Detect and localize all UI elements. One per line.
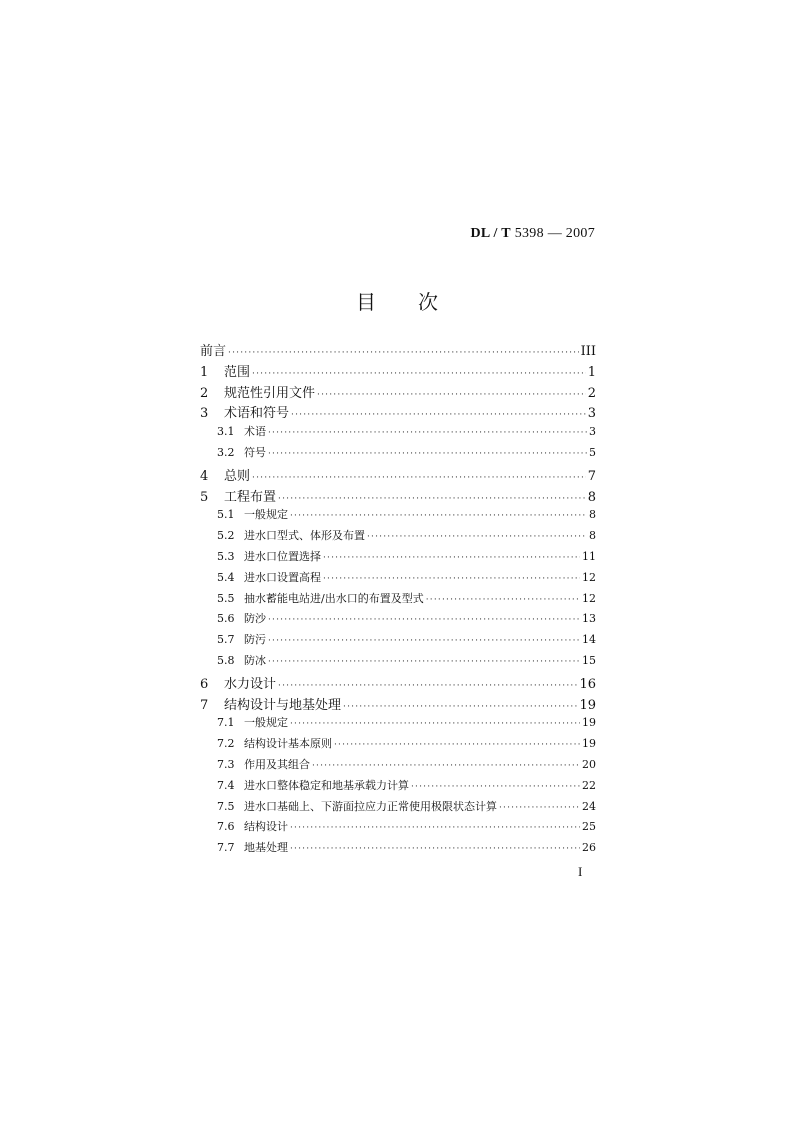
toc-entry-page: 19: [579, 697, 596, 713]
toc-entry-number: 5.4: [217, 570, 235, 584]
toc-entry-label: 水力设计: [224, 676, 277, 692]
toc-entry-label: 防冰: [244, 653, 266, 667]
toc-entry-page: 25: [582, 820, 596, 834]
toc-entry[interactable]: [200, 590, 596, 611]
toc-entry-label: 防污: [244, 633, 266, 647]
toc-entry-label: 作用及其组合: [244, 757, 310, 771]
toc-entry-page: 2: [587, 385, 596, 401]
toc-entry-page: 8: [589, 529, 596, 543]
document-code-number: 5398 — 2007: [510, 226, 595, 241]
toc-entry-number: 7.1: [217, 716, 235, 730]
toc-entry-number: 5.6: [217, 612, 235, 626]
dot-leader: [278, 681, 577, 691]
page-number: I: [578, 864, 583, 879]
dot-leader: [252, 369, 586, 379]
toc-entry[interactable]: [200, 673, 596, 694]
toc-entry-page: 3: [589, 425, 596, 439]
toc-entry-label: 术语和符号: [224, 406, 290, 422]
toc-entry-label: 一般规定: [244, 508, 288, 522]
dot-leader: [268, 428, 587, 438]
dot-leader: [334, 740, 580, 750]
toc-entry-page: 1: [587, 364, 596, 380]
toc-entry-page: 22: [582, 778, 596, 792]
toc-entry[interactable]: [200, 506, 596, 527]
toc-entry-page: 19: [582, 737, 596, 751]
toc-entry-label: 进水口整体稳定和地基承载力计算: [244, 778, 409, 792]
toc-entry-page: 11: [582, 549, 596, 563]
dot-leader: [290, 823, 580, 833]
toc-entry-number: 7.3: [217, 757, 235, 771]
toc-entry-number: 5.5: [217, 591, 235, 605]
toc-entry-label: 一般规定: [244, 716, 288, 730]
toc-entry-number: 5: [200, 489, 209, 505]
toc-entry-number: 7.4: [217, 778, 235, 792]
toc-entry-number: 3.2: [217, 445, 235, 459]
dot-leader: [323, 553, 580, 563]
toc-entry-number: 7.5: [217, 799, 235, 813]
toc-entry-label: 符号: [244, 445, 266, 459]
toc-entry[interactable]: [200, 777, 596, 798]
dot-leader: [290, 511, 587, 521]
toc-entry[interactable]: [200, 340, 596, 361]
dot-leader: [290, 844, 580, 854]
dot-leader: [278, 494, 586, 504]
toc-entry-label: 进水口位置选择: [244, 549, 321, 563]
toc-entry-page: 8: [587, 489, 596, 505]
toc-entry[interactable]: [200, 694, 596, 715]
toc-entry-label: 总则: [224, 468, 251, 484]
toc-entry-number: 5.3: [217, 549, 235, 563]
toc-entry-number: 7: [200, 697, 209, 713]
toc-entry-label: 结构设计: [244, 820, 288, 834]
toc-entry[interactable]: [200, 631, 596, 652]
toc-entry-label: 结构设计基本原则: [244, 737, 332, 751]
toc-entry[interactable]: [200, 548, 596, 569]
dot-leader: [426, 595, 580, 605]
toc-entry-number: 5.7: [217, 633, 235, 647]
toc-entry-number: 3: [200, 406, 209, 422]
dot-leader: [268, 657, 580, 667]
dot-leader: [343, 702, 577, 712]
toc-entry-number: 7.2: [217, 737, 235, 751]
dot-leader: [291, 410, 586, 420]
toc-entry-label: 进水口设置高程: [244, 570, 321, 584]
toc-entry[interactable]: [200, 361, 596, 382]
toc-entry[interactable]: [200, 798, 596, 819]
toc-entry-page: III: [580, 344, 596, 359]
toc-entry-number: 5.1: [217, 508, 235, 522]
toc-entry-label: 进水口基础上、下游面拉应力正常使用极限状态计算: [244, 799, 497, 813]
toc-entry-page: 15: [582, 653, 596, 667]
toc-entry-label: 术语: [244, 425, 266, 439]
dot-leader: [290, 719, 580, 729]
toc-entry[interactable]: [200, 527, 596, 548]
toc-entry-number: 1: [200, 364, 209, 380]
toc-entry[interactable]: [200, 569, 596, 590]
dot-leader: [268, 615, 580, 625]
toc-entry[interactable]: [200, 652, 596, 673]
toc-entry-label: 抽水蓄能电站进/出水口的布置及型式: [244, 591, 424, 605]
toc-entry[interactable]: [200, 735, 596, 756]
dot-leader: [252, 473, 586, 483]
toc-entry-label: 前言: [200, 344, 227, 359]
toc-entry-page: 14: [582, 633, 596, 647]
toc-entry[interactable]: [200, 423, 596, 444]
toc-entry-label: 进水口型式、体形及布置: [244, 529, 365, 543]
toc-entry-number: 4: [200, 468, 209, 484]
toc-entry[interactable]: [200, 486, 596, 507]
toc-entry-page: 16: [579, 676, 596, 692]
toc-title: 目次: [356, 290, 480, 314]
dot-leader: [312, 761, 580, 771]
dot-leader: [323, 574, 580, 584]
toc-entry-label: 结构设计与地基处理: [224, 697, 342, 713]
document-code: [470, 226, 595, 242]
dot-leader: [367, 532, 587, 542]
toc-entry-page: 12: [582, 570, 596, 584]
dot-leader: [317, 390, 586, 400]
toc-entry-page: 5: [589, 445, 596, 459]
toc-entry-number: 7.7: [217, 841, 235, 855]
toc-entry[interactable]: [200, 714, 596, 735]
toc-entry[interactable]: [200, 610, 596, 631]
dot-leader: [411, 782, 580, 792]
toc-entry[interactable]: [200, 818, 596, 839]
toc-entry-page: 8: [589, 508, 596, 522]
toc-entry-number: 7.6: [217, 820, 235, 834]
toc-entry-label: 工程布置: [224, 489, 277, 505]
toc-entry-label: 范围: [224, 364, 251, 380]
toc-entry-page: 13: [582, 612, 596, 626]
toc-entry-page: 26: [582, 841, 596, 855]
dot-leader: [228, 348, 579, 358]
toc-entry-number: 2: [200, 385, 209, 401]
toc-entry-page: 7: [587, 468, 596, 484]
toc-entry[interactable]: [200, 402, 596, 423]
toc-entry[interactable]: [200, 382, 596, 403]
toc-entry[interactable]: [200, 465, 596, 486]
dot-leader: [499, 803, 580, 813]
dot-leader: [268, 636, 580, 646]
document-code-prefix: DL / T: [470, 226, 511, 241]
toc-entry-page: 12: [582, 591, 596, 605]
toc-entry-number: 6: [200, 676, 209, 692]
toc-entry-label: 规范性引用文件: [224, 385, 316, 401]
toc-entry-page: 20: [582, 757, 596, 771]
toc-entry-label: 地基处理: [244, 841, 288, 855]
table-of-contents: [200, 340, 596, 860]
toc-entry[interactable]: [200, 839, 596, 860]
toc-entry-page: 19: [582, 716, 596, 730]
dot-leader: [268, 449, 587, 459]
toc-entry-number: 3.1: [217, 425, 235, 439]
toc-entry-number: 5.8: [217, 653, 235, 667]
toc-entry-label: 防沙: [244, 612, 266, 626]
toc-entry[interactable]: [200, 444, 596, 465]
toc-entry-page: 24: [582, 799, 596, 813]
toc-entry[interactable]: [200, 756, 596, 777]
toc-entry-number: 5.2: [217, 529, 235, 543]
toc-entry-page: 3: [587, 406, 596, 422]
